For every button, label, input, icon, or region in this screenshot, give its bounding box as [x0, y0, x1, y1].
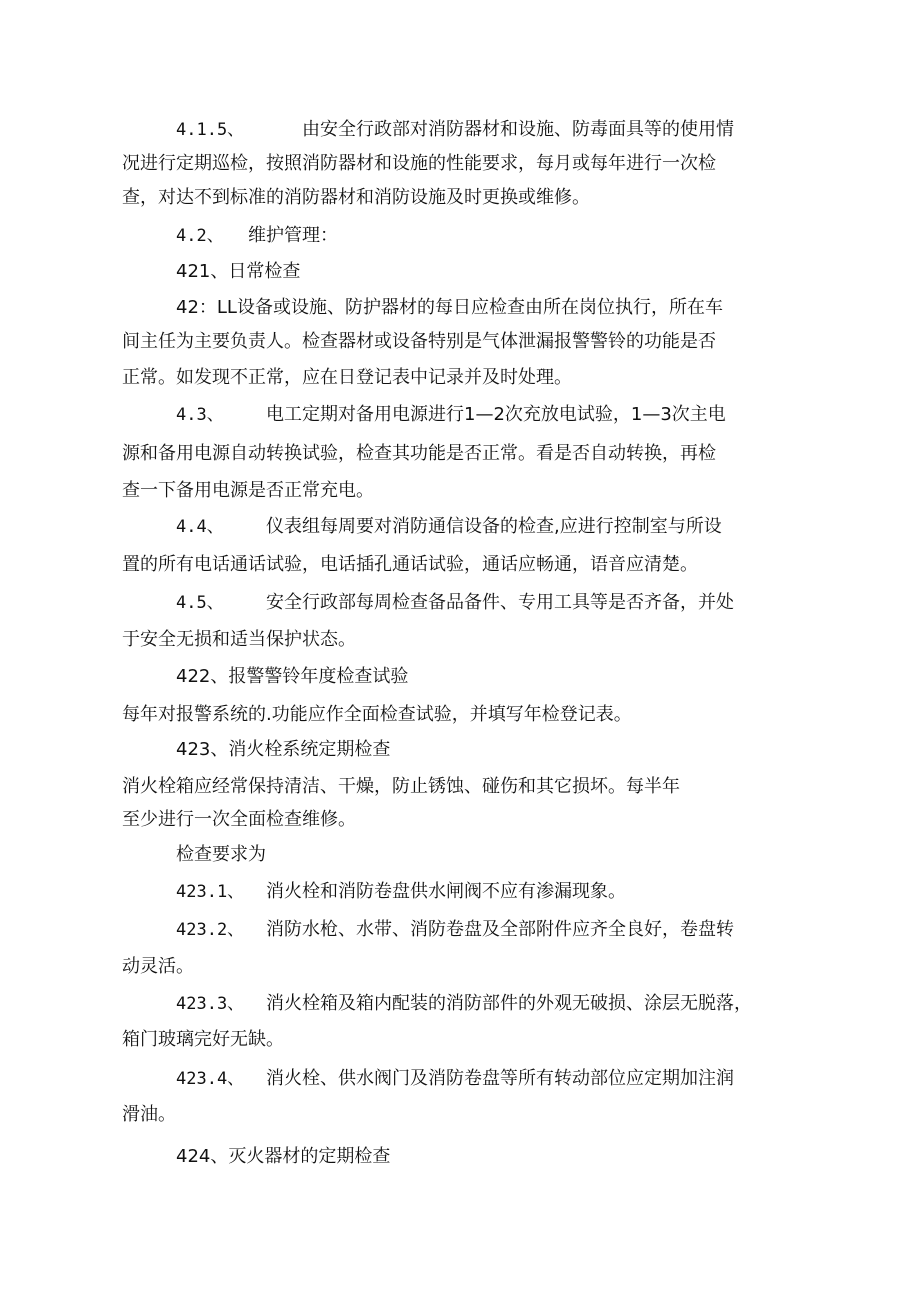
text-line: 正常。如发现不正常，应在日登记表中记录并及时处理。 — [122, 367, 572, 388]
text-line: 每年对报警系统的.功能应作全面检查试验，并填写年检登记表。 — [122, 704, 632, 725]
text-line: 置的所有电话通话试验，电话插孔通话试验，通话应畅通，语音应清楚。 — [122, 554, 698, 575]
text-line: 箱门玻璃完好无缺。 — [122, 1029, 284, 1050]
text-line: 源和备用电源自动转换试验，检查其功能是否正常。看是否自动转换，再检 — [122, 443, 716, 464]
section-heading: 422、报警警铃年度检查试验 — [176, 666, 409, 687]
section-heading: 423、消火栓系统定期检查 — [176, 739, 391, 760]
section-heading: 维护管理： — [248, 225, 338, 246]
text-line: 查一下备用电源是否正常充电。 — [122, 480, 374, 501]
section-heading: 424、灭火器材的定期检查 — [176, 1146, 391, 1167]
section-number: 4.3、 — [176, 405, 224, 425]
text-line: 况进行定期巡检，按照消防器材和设施的性能要求，每月或每年进行一次检 — [122, 153, 716, 174]
section-number: 4.2、 — [176, 226, 224, 246]
section-number: 4.4、 — [176, 517, 224, 537]
text-line: 消火栓、供水阀门及消防卷盘等所有转动部位应定期加注润 — [266, 1068, 734, 1089]
text-line: 动灵活。 — [122, 956, 194, 977]
text-line: 42：LL设备或设施、防护器材的每日应检查由所在岗位执行，所在车 — [176, 297, 723, 318]
text-line: 消火栓箱应经常保持清洁、干燥，防止锈蚀、碰伤和其它损坏。每半年 — [122, 776, 680, 797]
section-number: 4.5、 — [176, 593, 224, 613]
section-heading: 421、日常检查 — [176, 261, 301, 282]
text-line: 于安全无损和适当保护状态。 — [122, 629, 356, 650]
text-line: 安全行政部每周检查备品备件、专用工具等是否齐备，并处 — [266, 592, 734, 613]
text-line: 至少进行一次全面检查维修。 — [122, 809, 356, 830]
text-line: 滑油。 — [122, 1104, 176, 1125]
text-line: 由安全行政部对消防器材和设施、防毒面具等的使用情 — [302, 119, 734, 140]
section-number: 423.1、 — [176, 882, 245, 902]
text-line: 查，对达不到标准的消防器材和消防设施及时更换或维修。 — [122, 187, 590, 208]
text-line: 消火栓和消防卷盘供水闸阀不应有渗漏现象。 — [266, 881, 626, 902]
section-number: 4.1.5、 — [176, 120, 245, 140]
text-line: 检查要求为 — [176, 844, 266, 865]
text-line: 仪表组每周要对消防通信设备的检查,应进行控制室与所设 — [266, 516, 722, 537]
text-line: 电工定期对备用电源进行1—2次充放电试验，1—3次主电 — [266, 404, 726, 425]
text-line: 间主任为主要负责人。检查器材或设备特别是气体泄漏报警警铃的功能是否 — [122, 331, 716, 352]
section-number: 423.4、 — [176, 1069, 245, 1089]
text-line: 消火栓箱及箱内配装的消防部件的外观无破损、涂层无脱落， — [266, 993, 752, 1014]
section-number: 423.3、 — [176, 994, 245, 1014]
text-line: 消防水枪、水带、消防卷盘及全部附件应齐全良好，卷盘转 — [266, 919, 734, 940]
section-number: 423.2、 — [176, 920, 245, 940]
